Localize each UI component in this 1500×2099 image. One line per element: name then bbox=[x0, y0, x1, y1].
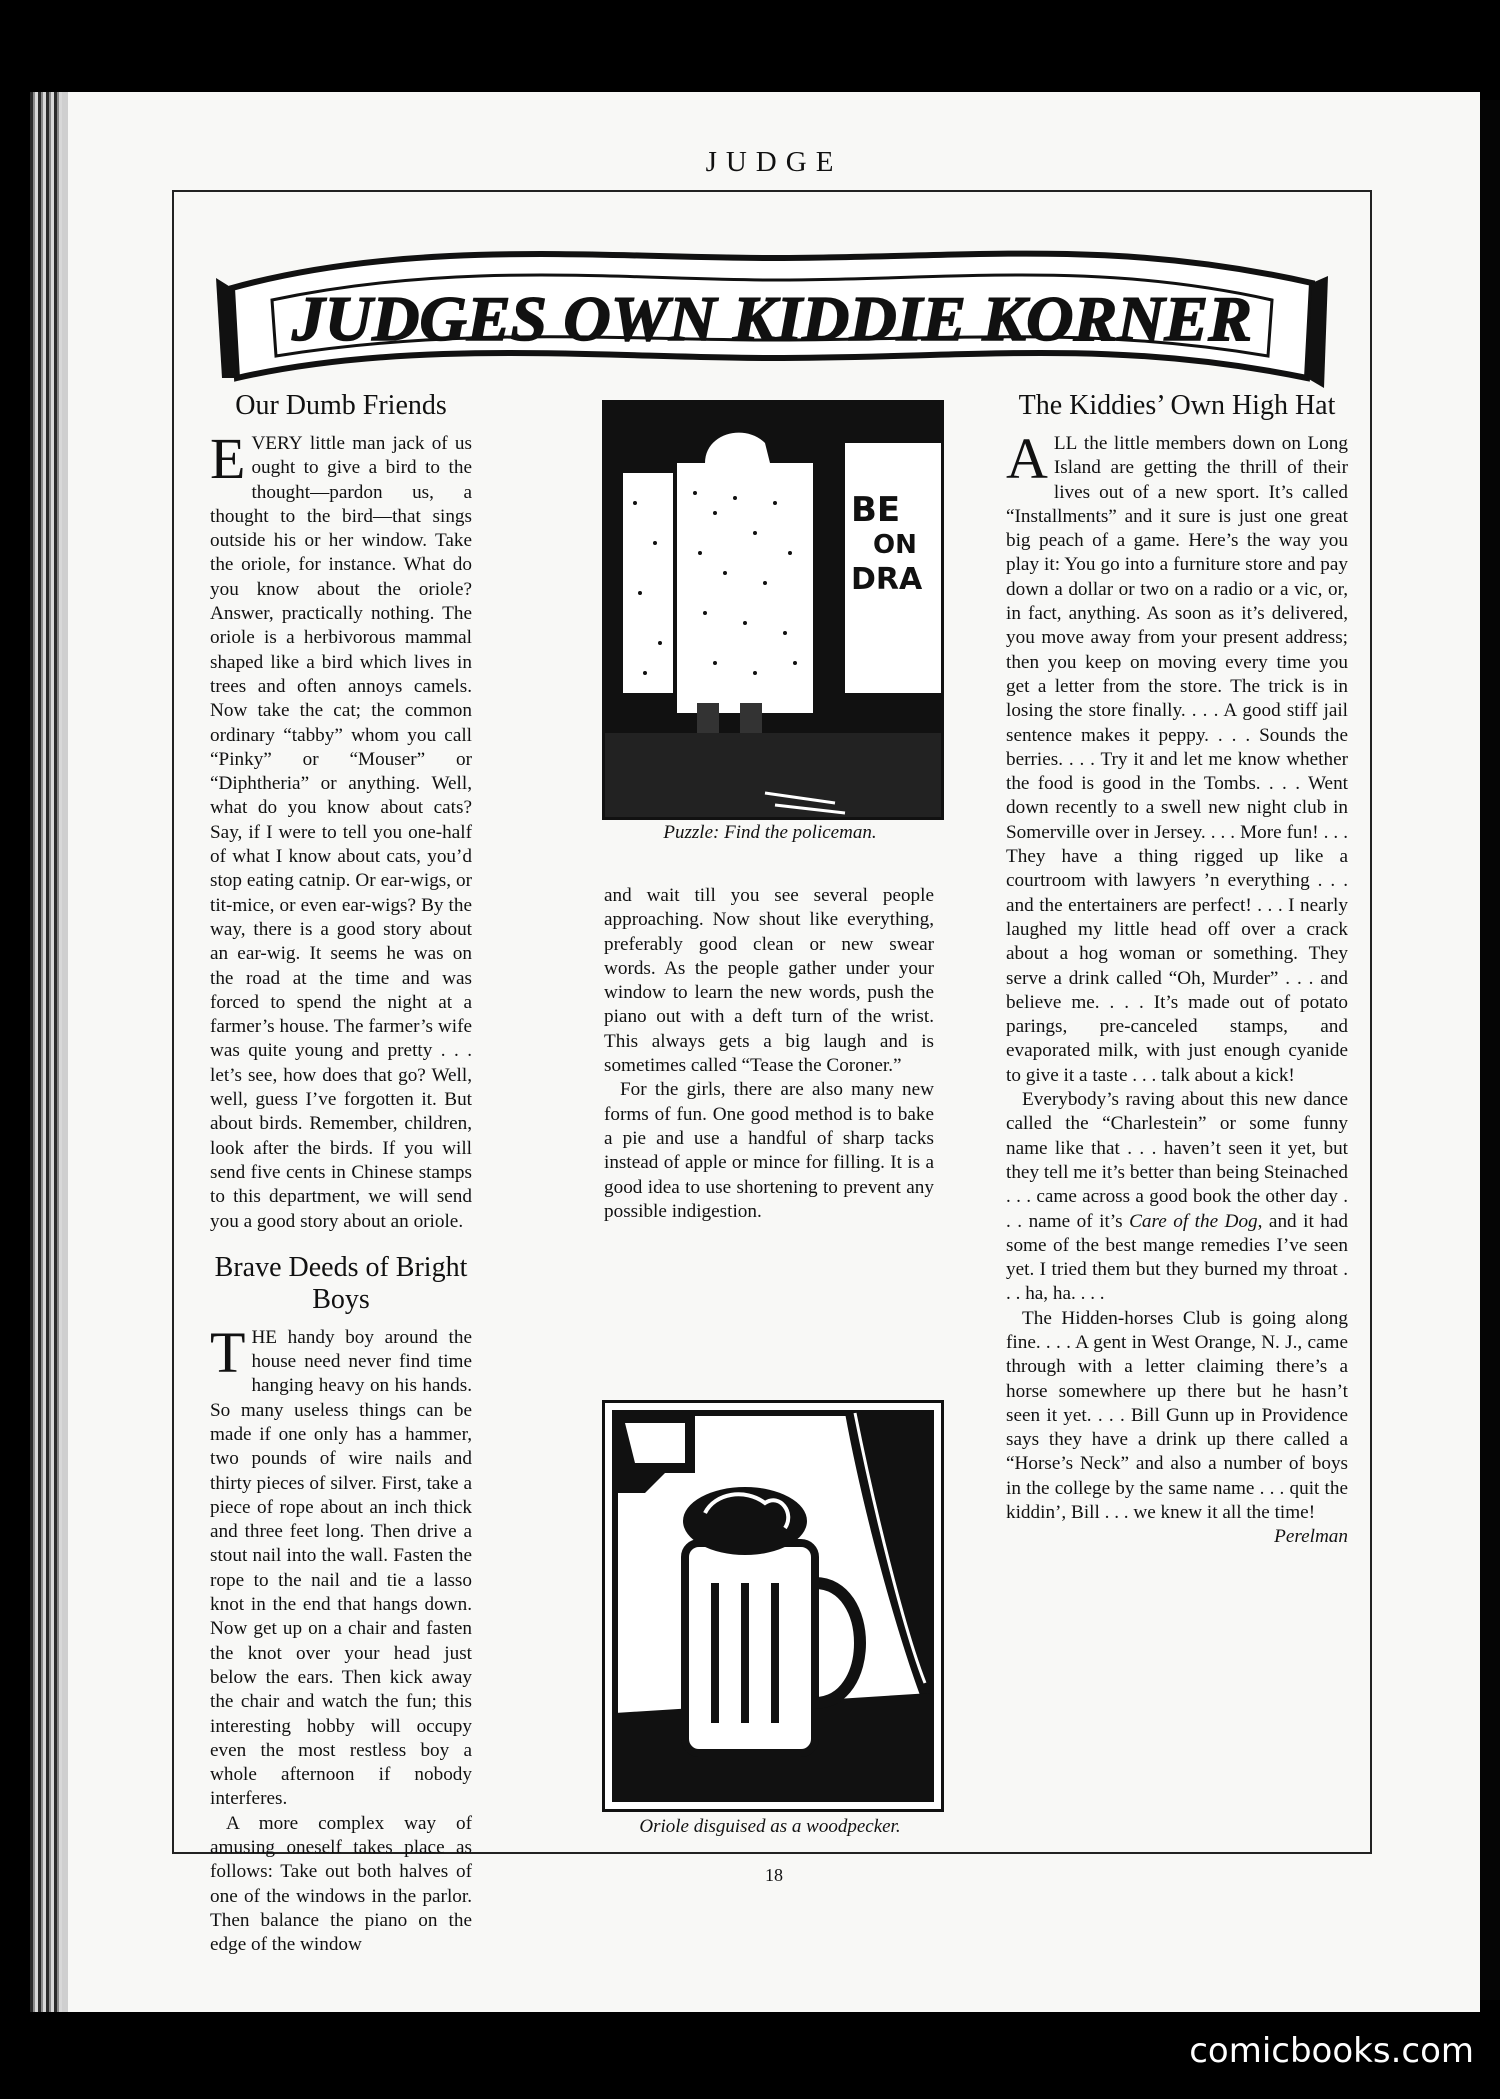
kiddie-korner-banner bbox=[212, 228, 1332, 398]
oriole-woodpecker-illustration bbox=[602, 1400, 944, 1812]
column-middle-text bbox=[604, 884, 934, 1224]
sign-line-3: DRA bbox=[851, 562, 923, 597]
caption-oriole-woodpecker: Oriole disguised as a woodpecker. bbox=[639, 1816, 901, 1837]
dropcap-e: E bbox=[210, 426, 246, 491]
column-kiddies-high-hat bbox=[1006, 390, 1348, 1550]
author-signature: Perelman bbox=[1274, 1526, 1348, 1548]
sign-line-2: ON bbox=[873, 530, 917, 560]
book-spine bbox=[30, 92, 64, 2012]
paragraph-charlestein: Everybody’s raving about this new dance called the “Charlestein” or some funny name like that . . . haven’t seen it yet, but they tell me it’s better than being Steinached . . . came across a good book the other day . . . name of it’s Care of the Dog, and it had some of the best mange remedies I’ve seen yet. I tried them but they burned my throat . . . ha, ha. . . . bbox=[1006, 1089, 1348, 1305]
paragraph-complex-way: A more complex way of amusing oneself takes place as follows: Take out both halves of one of the windows in the parlor. Then balance the piano on the edge of the window bbox=[210, 1812, 472, 1956]
magazine-page bbox=[62, 92, 1480, 2012]
masthead-title: JUDGE bbox=[705, 146, 843, 178]
paragraph-for-the-girls: For the girls, there are also many new forms of fun. One good method is to bake a pie and use a handful of sharp tacks instead of apple or mince for filling. It is a good idea to use shortening to prevent any possible indigestion. bbox=[604, 1079, 934, 1222]
heading-brave-deeds: Brave Deeds of Bright Boys bbox=[214, 1251, 468, 1315]
paragraph-dumb-friends: EVERY little man jack of us ought to give a bird to the thought—pardon us, a thought to the bird—that sings outside his or her window. Take the oriole, for instance. What do you know about the oriole? Answer, practically nothing. The oriole is a herbivorous mammal shaped like a bird which lives in trees and often annoys camels. Now take the cat; the common ordinary “tabby” whom you call “Pinky” or “Mouser” or “Diphtheria” or anything. Well, what do you know about cats? Say, if I were to tell you one-half of what I know about cats, you’d stop eating catnip. Or ear-wigs, or tit-mice, or even ear-wigs? By the way, there is a good story about an ear-wig. It seems he was on the road at the time and was forced to spend the night at a farmer’s house. The farmer’s wife was quite young and pretty . . . let’s see, how does that go? Well, well, guess I’ve forgotten it. But about birds. Remember, children, look after the birds. If you will send five cents in Chinese stamps to this department, we will send you a good story about an oriole. bbox=[210, 426, 472, 1232]
sign-line-1: BE bbox=[851, 490, 901, 530]
paragraph-installments: ALL the little members down on Long Island are getting the thrill of their lives out of a new sport. It’s called “Installments” and it sure is just one great big peach of a game. Here’s the way you play it: You go into a furniture store and pay down a dollar or two on a radio or a vic, or, in fact, anything. As soon as it’s delivered, you move away from your present address; then you keep on moving every time you get a letter from the store. The trick is in losing the store finally. . . . A good stiff jail sentence makes it peppy. . . . Sounds the berries. . . . Try it and let me know whether the food is good in the Tombs. . . . Went down recently to a swell new night club in Somerville over in Jersey. . . . More fun! . . . They have a thing rigged up like a courtroom with lawyers ’n everything . . . and the entertainers are perfect! . . . I nearly laughed my little head off over a crack about a hog woman or something. They serve a drink called “Oh, Murder” . . . and believe me. . . . It’s made out of potato parings, pre-canceled stamps, and evaporated milk, with just enough cyanide to give it a taste . . . talk about a kick! bbox=[1006, 426, 1348, 1086]
column-our-dumb-friends bbox=[210, 390, 472, 1958]
paragraph-brave-deeds: THE handy boy around the house need never find time hanging heavy on his hands. So many useless things can be made if one only has a hammer, two pounds of wire nails and thirty pieces of silver. First, take a piece of rope about an inch thick and three feet long. Then drive a stout nail into the wall. Fasten the rope to the nail and tie a lasso knot in the end that hangs down. Now get up on a chair and fasten the knot over your head just below the ears. Then kick away the chair and watch the fun; this interesting hobby will occupy even the most restless boy a whole afternoon if nobody interferes. bbox=[210, 1319, 472, 1810]
policeman-puzzle-illustration bbox=[602, 400, 944, 820]
heading-kiddies-high-hat: The Kiddies’ Own High Hat bbox=[1018, 390, 1336, 421]
dropcap-a: A bbox=[1006, 426, 1048, 491]
dropcap-t: T bbox=[210, 1319, 246, 1385]
banner-text: JUDGES OWN KIDDIE KORNER bbox=[290, 283, 1252, 354]
heading-our-dumb-friends: Our Dumb Friends bbox=[235, 390, 447, 421]
page-number: 18 bbox=[765, 1865, 783, 1885]
watermark-text: comicbooks.com bbox=[1189, 2031, 1474, 2071]
paragraph-hidden-horses: The Hidden-horses Club is going along fine. . . . A gent in West Orange, N. J., came through with a letter claiming there’s a horse somewhere up there but he hasn’t seen it yet. . . . Bill Gunn up in Providence says they have a drink up there called a “Horse’s Neck” and also a number of boys in the college by the same name . . . quit the kiddin’, Bill . . . we knew it all the time! bbox=[1006, 1307, 1348, 1524]
book-title: Care of the Dog bbox=[1129, 1210, 1258, 1232]
paragraph-piano: and wait till you see several people approaching. Now shout like everything, preferably good clean or new swear words. As the people gather under your window to learn the new words, push the piano out with a deft turn of the wrist. This always gets a big laugh and is sometimes called “Tease the Coroner.” bbox=[604, 885, 934, 1077]
caption-find-policeman: Puzzle: Find the policeman. bbox=[663, 822, 877, 843]
